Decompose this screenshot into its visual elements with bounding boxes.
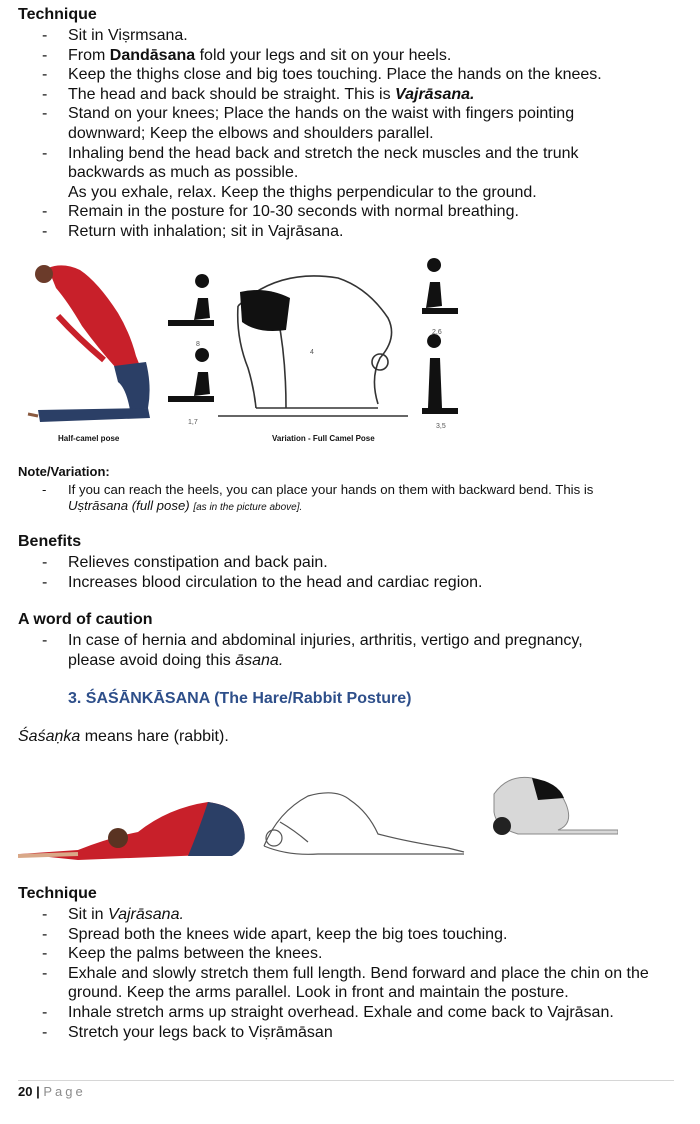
technique-heading: Technique [18, 885, 97, 902]
list-item: - Keep the palms between the knees. [0, 944, 668, 964]
camel-pose-figure [18, 258, 468, 434]
list-item: - Inhaling bend the head back and stretch the neck muscles and the trunk backwards as much as possible. As you exhale, relax. Keep the thighs perpendicular to the ground. [0, 144, 628, 203]
list-item: - Spread both the knees wide apart, keep the big toes touching. [0, 925, 668, 945]
footer-divider [18, 1080, 674, 1081]
list-item: - Stretch your legs back to Viṣrāmāsan [0, 1023, 668, 1043]
technique-list [0, 26, 668, 242]
rabbit-photo [18, 802, 245, 860]
list-item: - Remain in the posture for 10-30 seconds with normal breathing. [0, 202, 668, 222]
rabbit-pose-illustration [18, 772, 618, 868]
list-item: - Relieves constipation and back pain. [0, 553, 668, 573]
list-item: - From Dandāsana fold your legs and sit on your heels. [0, 46, 668, 66]
svg-text:2,6: 2,6 [432, 329, 442, 336]
svg-text:1,7: 1,7 [188, 419, 198, 426]
small-figures-left [168, 274, 214, 402]
note-heading: Note/Variation: [18, 464, 110, 479]
list-item: - Stand on your knees; Place the hands on the waist with fingers pointing downward; Keep the elbows and shoulders parallel. [0, 104, 638, 143]
figure-caption-left: Half-camel pose [58, 434, 120, 443]
list-item: - Sit in Vajrāsana. [0, 905, 668, 925]
page-number: 20 [18, 1084, 33, 1099]
caution-heading: A word of caution [18, 611, 153, 628]
svg-text:4: 4 [310, 349, 314, 356]
list-item: - The head and back should be straight. This is Vajrāsana. [0, 85, 668, 105]
list-item: - Increases blood circulation to the head and cardiac region. [0, 573, 668, 593]
benefits-heading: Benefits [18, 533, 82, 550]
rabbit-bw-photo [493, 777, 618, 835]
list-item: - Return with inhalation; sit in Vajrāsana. [0, 222, 668, 242]
technique-heading: Technique [18, 6, 97, 23]
page-label: Page [43, 1084, 86, 1099]
caution-list [0, 631, 628, 670]
section-title: 3. ŚAŚĀNKĀSANA (The Hare/Rabbit Posture) [68, 690, 412, 707]
list-item: - Sit in Viṣrmsana. [0, 26, 668, 46]
full-camel-shorts [240, 290, 290, 331]
footer-separator: | [32, 1084, 44, 1099]
svg-text:8: 8 [196, 341, 200, 348]
camel-pose-illustration [18, 258, 468, 434]
list-item: - Exhale and slowly stretch them full length. Bend forward and place the chin on the ground. Keep the arms parallel. Look in front and maintain the posture. [0, 964, 668, 1003]
rabbit-drawing [264, 793, 464, 855]
rabbit-pose-figure [18, 772, 618, 868]
small-figures-right [422, 258, 458, 414]
svg-text:3,5: 3,5 [436, 423, 446, 430]
note-list [0, 482, 648, 516]
list-item: - In case of hernia and abdominal injuries, arthritis, vertigo and pregnancy, please avoid doing this āsana. [0, 631, 628, 670]
list-item: - If you can reach the heels, you can place your hands on them with backward bend. This is Uṣtrāsana (full pose) [as in the picture above]. [0, 482, 648, 516]
technique-list [0, 905, 668, 1042]
section-intro: Śaśaṇka means hare (rabbit). [18, 728, 229, 745]
figure-caption-right: Variation - Full Camel Pose [272, 434, 375, 443]
list-item: - Inhale stretch arms up straight overhead. Exhale and come back to Vajrāsan. [0, 1003, 668, 1023]
page-footer [18, 1084, 86, 1099]
benefits-list [0, 553, 668, 592]
half-camel-photo [28, 265, 150, 422]
list-item: - Keep the thighs close and big toes touching. Place the hands on the knees. [0, 65, 668, 85]
